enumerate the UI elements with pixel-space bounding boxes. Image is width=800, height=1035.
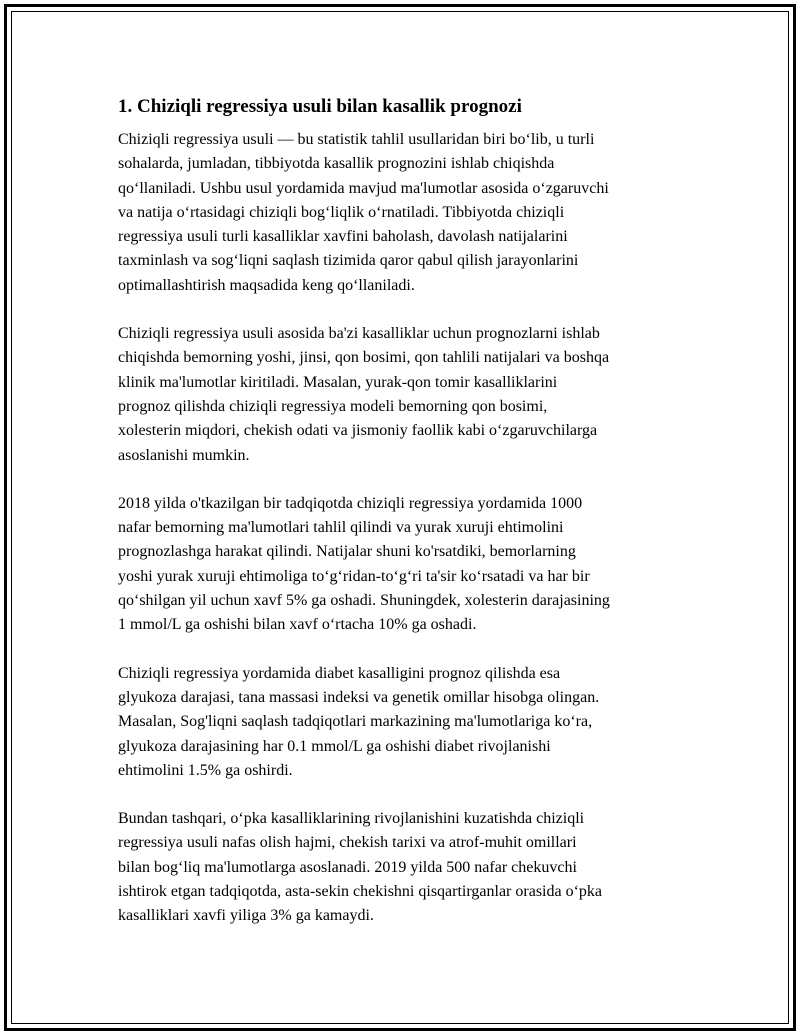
- paragraph-2018-study: 2018 yilda o'tkazilgan bir tadqiqotda chiziqli regressiya yordamida 1000 nafar bemorning ma'lumotlari tahlil qilindi va yurak xuruji ehtimolini prognozlashga harakat qilindi. Natijalar shuni ko'rsatdiki, bemorlarning yoshi yurak xuruji ehtimoliga to‘g‘ridan-to‘g‘ri ta'sir ko‘rsatadi va har bir qo‘shilgan yil uchun xavf 5% ga oshadi. Shuningdek, xolesterin darajasining 1 mmol/L ga oshishi bilan xavf o‘rtacha 10% ga oshadi.: [118, 494, 610, 634]
- paragraph-lung-disease: Bundan tashqari, o‘pka kasalliklarining rivojlanishini kuzatishda chiziqli regressiya usuli nafas olish hajmi, chekish tarixi va atrof-muhit omillari bilan bog‘liq ma'lumotlarga asoslanadi. 2019 yilda 500 nafar chekuvchi ishtirok etgan tadqiqotda, asta-sekin chekishni qisqartirganlar orasida o‘pka kasalliklari xavfi yiliga 3% ga kamaydi.: [118, 810, 603, 925]
- section-heading: 1. Chiziqli regressiya usuli bilan kasallik prognozi: [118, 96, 522, 117]
- paragraph-intro: Chiziqli regressiya usuli — bu statistik tahlil usullaridan biri bo‘lib, u turli sohalarda, jumladan, tibbiyotda kasallik prognozini ishlab chiqishda qo‘llaniladi. Ushbu usul yordamida mavjud ma'lumotlar asosida o‘zgaruvchi va natija o‘rtasidagi chiziqli bog‘liqlik o‘rnatiladi. Tibbiyotda chiziqli regressiya usuli turli kasalliklar xavfini baholash, davolash natijalarini taxminlash va sog‘liqni saqlash tizimida qaror qabul qilish jarayonlarini optimallashtirish maqsadida keng qo‘llaniladi.: [118, 131, 609, 294]
- paragraph-cardiovascular: Chiziqli regressiya usuli asosida ba'zi kasalliklar uchun prognozlarni ishlab chiqishda bemorning yoshi, jinsi, qon bosimi, qon tahlili natijalari va boshqa klinik ma'lumotlar kiritiladi. Masalan, yurak-qon tomir kasalliklarini prognoz qilishda chiziqli regressiya modeli bemorning qon bosimi, xolesterin miqdori, chekish odati va jismoniy faollik kabi o‘zgaruvchilarga asoslanishi mumkin.: [118, 325, 610, 464]
- paragraph-diabetes: Chiziqli regressiya yordamida diabet kasalligini prognoz qilishda esa glyukoza darajasi, tana massasi indeksi va genetik omillar hisobga olingan. Masalan, Sog'liqni saqlash tadqiqotlari markazining ma'lumotlariga ko‘ra, glyukoza darajasining har 0.1 mmol/L ga oshishi diabet rivojlanishi ehtimolini 1.5% ga oshirdi.: [118, 664, 600, 779]
- document-page: [118, 92, 698, 953]
